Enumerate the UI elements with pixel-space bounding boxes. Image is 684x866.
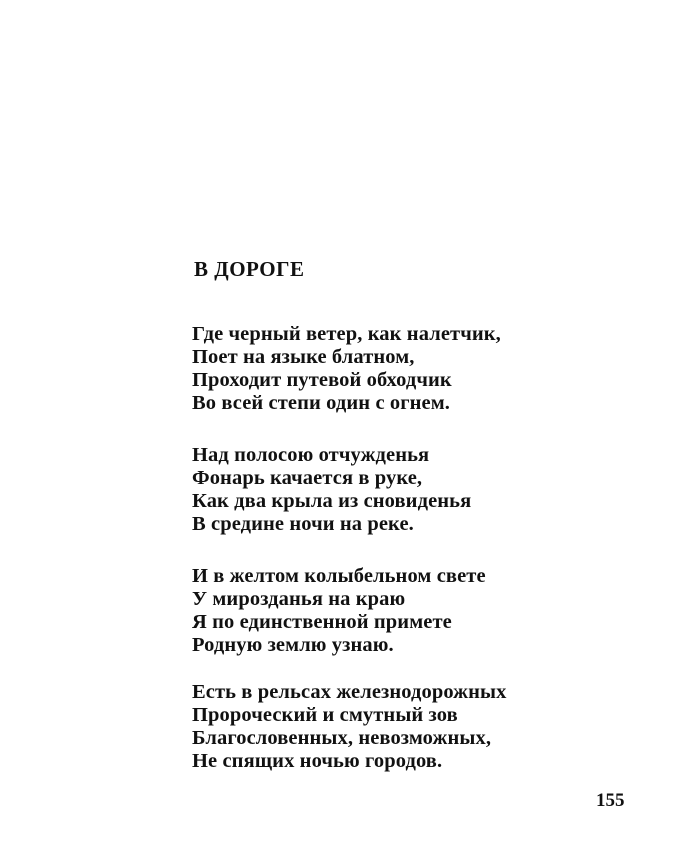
poem-line: Благословенных, невозможных, [192, 727, 492, 749]
poem-line: И в желтом колыбельном свете [192, 565, 486, 587]
stanza-1 [192, 323, 632, 415]
poem-line: Пророческий и смутный зов [192, 704, 458, 726]
stanza-3 [192, 565, 632, 657]
poem-line: Родную землю узнаю. [192, 634, 394, 656]
poem-line: У мирозданья на краю [192, 588, 406, 610]
poem-line: Фонарь качается в руке, [192, 467, 423, 489]
poem-line: Над полосою отчужденья [192, 444, 430, 466]
poem-line: Где черный ветер, как налетчик, [192, 323, 501, 345]
poem-line: Есть в рельсах железнодорожных [192, 681, 507, 703]
poem-line: Проходит путевой обходчик [192, 369, 452, 391]
poem-line: Не спящих ночью городов. [192, 750, 443, 772]
stanza-4 [192, 681, 632, 773]
stanza-2 [192, 444, 632, 536]
poem-line: Поет на языке блатном, [192, 346, 415, 368]
poem-line: Во всей степи один с огнем. [192, 392, 451, 414]
poem-line: Я по единственной примете [192, 611, 452, 633]
page-number: 155 [596, 790, 625, 811]
poem-line: В средине ночи на реке. [192, 513, 414, 535]
poem-title: В ДОРОГЕ [194, 257, 305, 281]
poem-line: Как два крыла из сновиденья [192, 490, 472, 512]
